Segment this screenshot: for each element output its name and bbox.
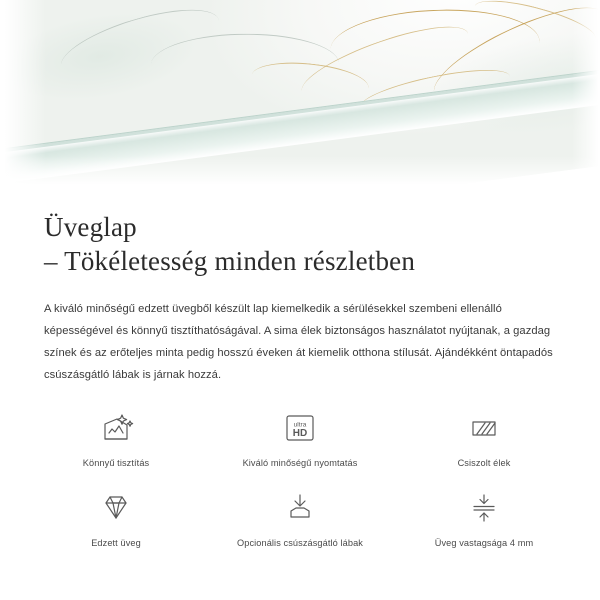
feature-label: Opcionális csúszásgátló lábak xyxy=(237,538,363,548)
svg-text:ultra: ultra xyxy=(293,421,307,429)
feature-item-print-quality xyxy=(208,400,392,480)
hero-image xyxy=(0,0,600,196)
page-title xyxy=(44,196,556,278)
feature-label: Könnyű tisztítás xyxy=(82,458,150,468)
image-fade-bottom xyxy=(0,156,600,196)
feature-label: Edzett üveg xyxy=(91,538,141,548)
feature-item-anti-slip-feet xyxy=(208,480,392,560)
feature-item-glass-thickness xyxy=(392,480,576,560)
page-title-line-1: Üveglap xyxy=(44,212,137,242)
feature-label: Kiváló minőségű nyomtatás xyxy=(242,458,358,468)
feature-item-easy-cleaning xyxy=(24,400,208,480)
page-title-line-2: – Tökéletesség minden részletben xyxy=(44,246,416,276)
diamond-icon xyxy=(97,488,135,528)
description-paragraph: A kiváló minőségű edzett üvegből készült lap kiemelkedik a sérülésekkel szembeni ellenálló képességével és könnyű tisztíthatóságával. A sima élek biztonságos használatot nyújtanak, a gazdag színek és az erőteljes minta pedig hosszú éveken át kiemelik otthona stílusát. Ajándékként öntapadós csúszásgátló lábak is járnak hozzá. xyxy=(44,303,553,381)
polished-edges-icon xyxy=(466,408,502,448)
feature-label: Üveg vastagsága 4 mm xyxy=(434,538,534,548)
thickness-arrows-icon xyxy=(465,488,503,528)
svg-text:HD: HD xyxy=(292,428,308,439)
description-text xyxy=(44,298,556,386)
feature-item-tempered-glass xyxy=(24,480,208,560)
anti-slip-feet-icon xyxy=(281,488,319,528)
description-block xyxy=(0,196,600,386)
ultra-hd-icon xyxy=(282,408,318,448)
feature-grid xyxy=(0,400,600,560)
feature-label: Csiszolt élek xyxy=(457,458,511,468)
sparkle-cloth-icon xyxy=(97,408,135,448)
feature-item-polished-edges xyxy=(392,400,576,480)
